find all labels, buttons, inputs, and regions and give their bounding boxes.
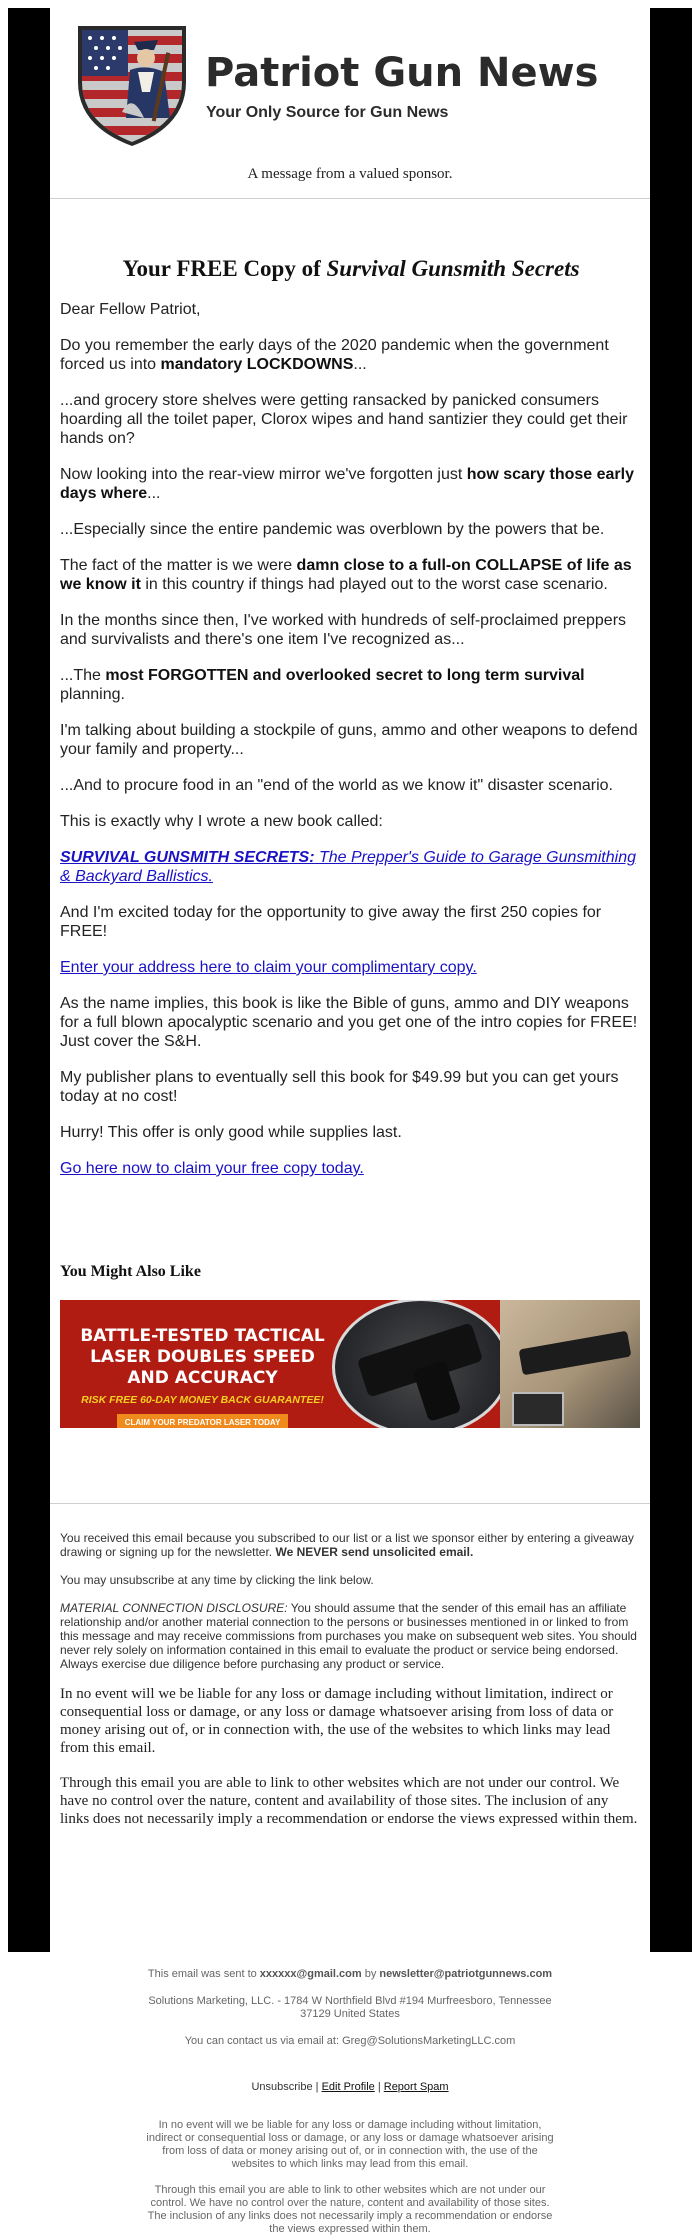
unsubscribe-note: You may unsubscribe at any time by clicking the link below.	[60, 1573, 374, 1587]
sent-to-line	[0, 1968, 700, 1981]
headline-prefix: Your FREE Copy of	[122, 256, 327, 281]
emphasis: We NEVER send unsolicited email.	[275, 1545, 474, 1559]
claim-free-copy-link[interactable]: Go here now to claim your free copy today.	[60, 1160, 364, 1177]
divider	[50, 1503, 650, 1504]
text: ...The	[60, 667, 106, 684]
disclosure-label: MATERIAL CONNECTION DISCLOSURE:	[60, 1601, 288, 1615]
email-footer	[0, 1968, 700, 2236]
disclosure-text: You should assume that the sender of this email has an affiliate relationship and/or another material connection to the persons or businesses mentioned in or linked to from this message and may receive commissions from purchases you make on subsequent web sites. You should never rely solely on information contained in this email to evaluate the product or service being endorsed. Always exercise due diligence before purchasing any product or service.	[60, 1601, 637, 1671]
headline-book-title: Survival Gunsmith Secrets	[326, 256, 580, 281]
paragraph	[60, 336, 642, 374]
emphasis: damn close to a full-on COLLAPSE of life as we know it	[60, 557, 632, 593]
unsubscribe-link[interactable]: Unsubscribe	[251, 2081, 313, 2093]
claim-link-paragraph	[60, 958, 642, 977]
text: The fact of the matter is we were	[60, 557, 297, 574]
text: You received this email because you subscribed to our list or a list we sponsor either by entering a giveaway drawing or signing up for the newsletter.	[60, 1531, 634, 1559]
separator: |	[374, 2081, 384, 2093]
laser-ad-banner[interactable]	[60, 1300, 640, 1428]
paragraph: In the months since then, I've worked with hundreds of self-proclaimed preppers and survivalists and there's one item I've recognized as...	[60, 612, 627, 648]
legal-section	[60, 1531, 640, 1845]
liability-notice: In no event will we be liable for any loss or damage including without limitation, indirect or consequential loss or damage, or any loss or damage whatsoever arising from loss of data or money arising out of, or in connection with, the use of the websites to which links may lead from this email.	[60, 1686, 614, 1756]
banner-subline: RISK FREE 60-DAY MONEY BACK GUARANTEE!	[81, 1394, 324, 1406]
text: Do you remember the early days of the 2020 pandemic when the government forced us into	[60, 337, 609, 373]
banner-cta-button[interactable]: CLAIM YOUR PREDATOR LASER TODAY	[117, 1414, 289, 1428]
text: by	[361, 1968, 380, 1980]
received-notice	[60, 1531, 640, 1559]
footer-liability: In no event will we be liable for any loss or damage including without limitation, indirect or consequential loss or damage, or any loss or damage whatsoever arising from loss of data or money arising out of, or in connection with, the use of the websites to which links may lead from this email.	[146, 2119, 554, 2170]
greeting: Dear Fellow Patriot,	[60, 301, 201, 318]
banner-headline: BATTLE-TESTED TACTICAL LASER DOUBLES SPEED AND ACCURACY	[80, 1326, 325, 1388]
article-headline	[60, 256, 642, 282]
text: ...	[147, 485, 161, 502]
article-body	[60, 246, 642, 1195]
related-title: You Might Also Like	[60, 1263, 201, 1280]
emphasis: how scary those early days where	[60, 466, 634, 502]
emphasis: most FORGOTTEN and overlooked secret to long term survival	[105, 667, 585, 684]
address-line-1: Solutions Marketing, LLC. - 1784 W Northfield Blvd #194 Murfreesboro, Tennessee	[148, 1995, 552, 2007]
paragraph	[60, 465, 642, 503]
book-link-paragraph	[60, 848, 642, 886]
paragraph: ...Especially since the entire pandemic was overblown by the powers that be.	[60, 521, 605, 538]
claim-copy-link[interactable]: Enter your address here to claim your complimentary copy.	[60, 959, 477, 976]
paragraph: I'm talking about building a stockpile of guns, ammo and other weapons to defend your family and property...	[60, 722, 638, 758]
disclosure	[60, 1601, 640, 1671]
separator: |	[312, 2081, 322, 2093]
contact-line: You can contact us via email at: Greg@SolutionsMarketingLLC.com	[184, 2035, 516, 2047]
report-spam-link[interactable]: Report Spam	[383, 2081, 449, 2093]
address-line-2: 37129 United States	[300, 2008, 400, 2020]
divider	[50, 198, 650, 199]
brand-tagline: Your Only Source for Gun News	[206, 104, 449, 121]
text: ...	[353, 356, 367, 373]
brand-title: Patriot Gun News	[205, 50, 599, 96]
patriot-shield-logo-icon	[74, 22, 190, 148]
paragraph: ...And to procure food in an "end of the world as we know it" disaster scenario.	[60, 777, 613, 794]
emphasis: mandatory LOCKDOWNS	[160, 356, 354, 373]
paragraph	[60, 666, 642, 704]
sender-email: newsletter@patriotgunnews.com	[379, 1968, 553, 1980]
footer-links	[0, 2081, 700, 2093]
edit-profile-link[interactable]: Edit Profile	[321, 2081, 375, 2093]
book-link[interactable]	[60, 849, 636, 885]
footer-links-notice: Through this email you are able to link to other websites which are not under our control. We have no control over the nature, content and availability of those sites. The inclusion of any links does not necessarily imply a recommendation or endorse the views expressed within them.	[147, 2184, 553, 2235]
paragraph	[60, 556, 642, 594]
text: Now looking into the rear-view mirror we've forgotten just	[60, 466, 467, 483]
paragraph: As the name implies, this book is like the Bible of guns, ammo and DIY weapons for a full blown apocalyptic scenario and you get one of the intro copies for FREE! Just cover the S&H.	[60, 995, 638, 1050]
paragraph: And I'm excited today for the opportunity to give away the first 250 copies for FREE!	[60, 904, 602, 940]
sponsor-message: A message from a valued sponsor.	[247, 166, 453, 182]
paragraph: Hurry! This offer is only good while supplies last.	[60, 1124, 402, 1141]
email-header	[50, 8, 650, 158]
paragraph: ...and grocery store shelves were getting ransacked by panicked consumers hoarding all the toilet paper, Clorox wipes and hand santizier they could get their hands on?	[60, 392, 628, 447]
paragraph: This is exactly why I wrote a new book called:	[60, 813, 383, 830]
text: This email was sent to	[147, 1968, 260, 1980]
final-link-paragraph	[60, 1159, 642, 1178]
banner-text	[70, 1326, 335, 1428]
email-body	[50, 8, 650, 1952]
text: planning.	[60, 686, 125, 703]
recipient-email: xxxxxx@gmail.com	[259, 1968, 362, 1980]
book-link-bold: SURVIVAL GUNSMITH SECRETS:	[60, 849, 315, 866]
text: in this country if things had played out to the worst case scenario.	[140, 576, 608, 593]
book-link-rest: The Prepper's Guide to Garage Gunsmithing & Backyard Ballistics.	[60, 849, 636, 885]
laser-device-icon	[512, 1392, 564, 1426]
links-notice: Through this email you are able to link to other websites which are not under our control. We have no control over the nature, content and availability of those sites. The inclusion of any links does not necessarily imply a recommendation or endorse the views expressed within them.	[60, 1775, 638, 1827]
paragraph: My publisher plans to eventually sell this book for $49.99 but you can get yours today at no cost!	[60, 1069, 619, 1105]
